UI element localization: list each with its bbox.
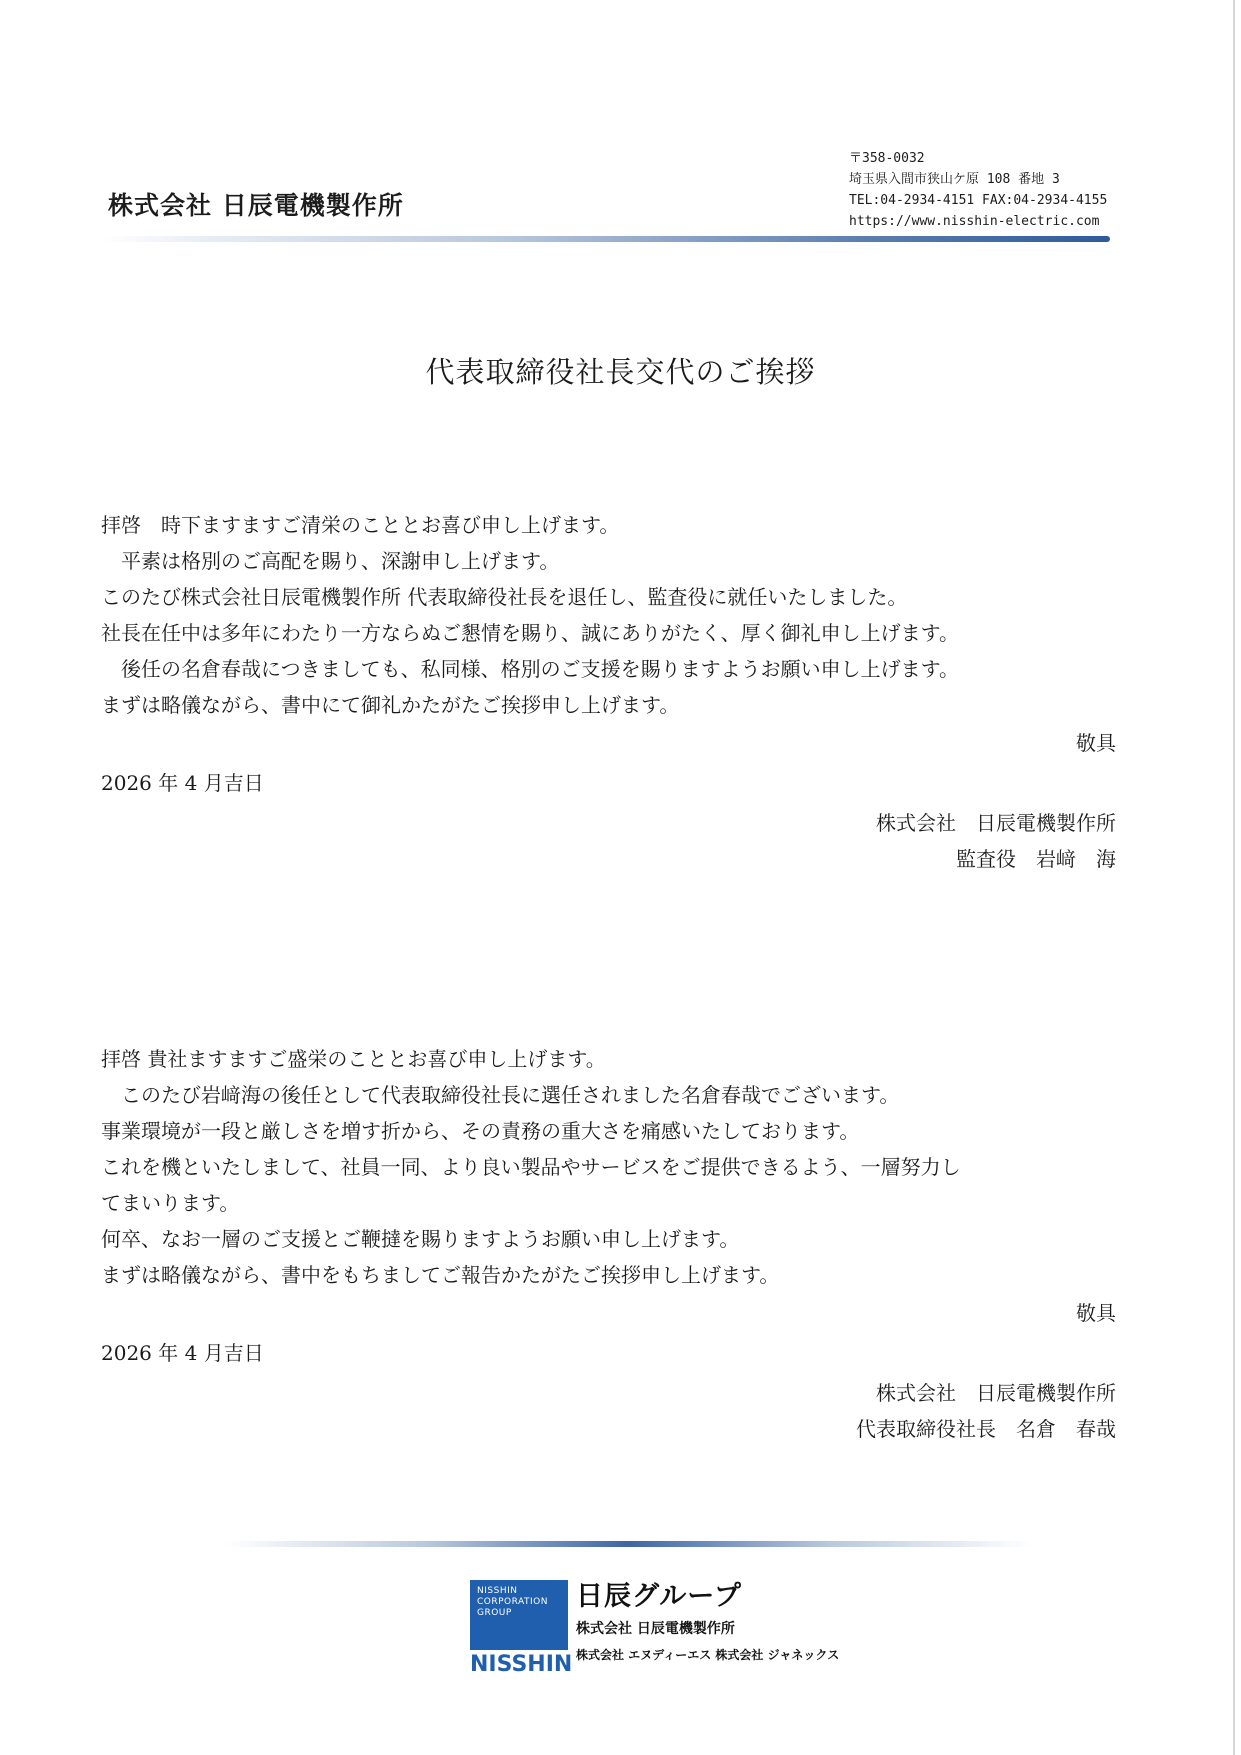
footer-divider — [225, 1541, 1031, 1547]
letter-line: 後任の名倉春哉につきましても、私同様、格別のご支援を賜りますようお願い申し上げます。 — [101, 657, 959, 681]
website-url: https://www.nisshin-electric.com — [849, 214, 1100, 229]
letter-line: 社長在任中は多年にわたり一方ならぬご懇情を賜り、誠にありがたく、厚く御礼申し上げます。 — [101, 621, 959, 645]
signature-company: 株式会社 日辰電機製作所 — [876, 1381, 1116, 1405]
postal-code: 〒358-0032 — [849, 151, 925, 166]
letter-line: このたび岩﨑海の後任として代表取締役社長に選任されました名倉春哉でございます。 — [101, 1083, 900, 1107]
letter-line: 何卒、なお一層のご支援とご鞭撻を賜りますようお願い申し上げます。 — [101, 1227, 740, 1251]
signature-person: 監査役 岩﨑 海 — [956, 847, 1116, 871]
group-name: 日辰グループ — [576, 1581, 742, 1612]
signature-person: 代表取締役社長 名倉 春哉 — [856, 1417, 1116, 1441]
letter-outgoing-president — [101, 507, 1116, 877]
nisshin-logo-icon — [470, 1580, 573, 1680]
nisshin-group-logo — [470, 1580, 839, 1680]
logo-box-line: NISSHIN — [477, 1586, 518, 1596]
company-name: 株式会社 日辰電機製作所 — [108, 191, 404, 220]
group-companies — [576, 1580, 839, 1668]
closing-keigu: 敬具 — [1076, 1301, 1116, 1325]
letter-line: まずは略儀ながら、書中にて御礼かたがたご挨拶申し上げます。 — [101, 693, 680, 717]
logo-box-line: GROUP — [477, 1608, 512, 1618]
letter-line: まずは略儀ながら、書中をもちましてご報告かたがたご挨拶申し上げます。 — [101, 1263, 780, 1287]
letter-line: 拝啓 時下ますますご清栄のこととお喜び申し上げます。 — [101, 513, 620, 537]
address-block — [849, 148, 1107, 232]
letter-line: これを機といたしまして、社員一同、より良い製品やサービスをご提供できるよう、一層努力し — [101, 1155, 961, 1179]
logo-box — [470, 1580, 568, 1650]
letter-line: 拝啓 貴社ますますご盛栄のこととお喜び申し上げます。 — [101, 1047, 606, 1071]
address: 埼玉県入間市狭山ケ原 108 番地 3 — [849, 172, 1060, 187]
closing-keigu: 敬具 — [1076, 731, 1116, 755]
letter-date: 2026 年 4 月吉日 — [101, 1341, 264, 1365]
header-divider — [100, 236, 1110, 242]
letter-line: 平素は格別のご高配を賜り、深謝申し上げます。 — [101, 549, 560, 573]
logo-wordmark: NISSHIN — [470, 1652, 573, 1677]
page-edge-line — [1233, 0, 1235, 1755]
logo-box-line: CORPORATION — [477, 1597, 548, 1607]
group-main-company: 株式会社 日辰電機製作所 — [576, 1621, 735, 1637]
letter-date: 2026 年 4 月吉日 — [101, 771, 264, 795]
tel-fax: TEL:04-2934-4151 FAX:04-2934-4155 — [849, 193, 1108, 208]
letter-line: このたび株式会社日辰電機製作所 代表取締役社長を退任し、監査役に就任いたしました。 — [101, 585, 908, 609]
document-title: 代表取締役社長交代のご挨拶 — [425, 355, 816, 389]
letter-line: 事業環境が一段と厳しさを増す折から、その責務の重大さを痛感いたしております。 — [101, 1119, 860, 1143]
letter-incoming-president — [101, 1041, 1116, 1447]
letter-line: てまいります。 — [101, 1191, 240, 1215]
group-sub-companies: 株式会社 エヌディーエス 株式会社 ジャネックス — [576, 1648, 840, 1662]
signature-block — [101, 1375, 1116, 1447]
signature-company: 株式会社 日辰電機製作所 — [876, 811, 1116, 835]
signature-block — [101, 805, 1116, 877]
